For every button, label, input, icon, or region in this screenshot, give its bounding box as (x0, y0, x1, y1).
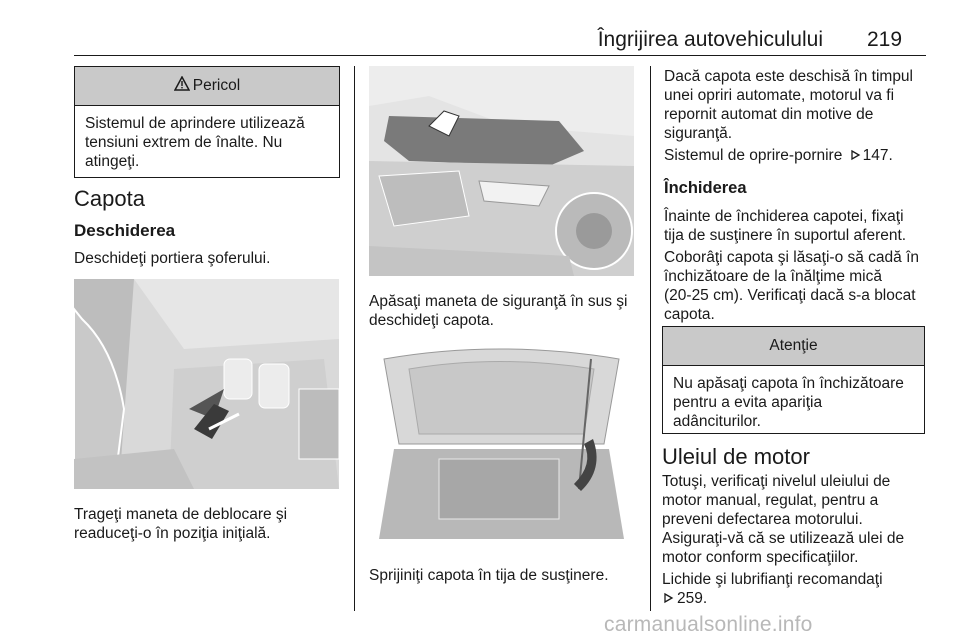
caution-box-text (663, 366, 924, 439)
text-line: Sistemul de aprindere utilizează (85, 115, 305, 132)
figure-release-lever (74, 279, 339, 489)
text-line: Înainte de închiderea capotei, fixaţi (664, 208, 904, 225)
paragraph-auto-stop (664, 67, 913, 143)
text-line: pentru a evita apariţia (673, 394, 823, 411)
header-rule (74, 55, 926, 56)
safety-catch-illustration (369, 66, 634, 276)
text-line: Asiguraţi-vă că se utilizează ulei de (662, 530, 905, 547)
text-line: repornit automat din motive de (664, 106, 874, 123)
danger-box-title: Pericol (192, 77, 241, 94)
paragraph-lower-hood (664, 248, 919, 324)
text-line: (20-25 cm). Verificaţi dacă s-a blocat (664, 287, 916, 304)
paragraph-oil-check (662, 472, 904, 567)
caution-box-title: Atenţie (663, 327, 924, 366)
paragraph-fluids-reference (662, 570, 883, 608)
subsection-title-deschiderea: Deschiderea (74, 221, 176, 240)
text-line: adânciturilor. (673, 413, 761, 430)
text-line: deschideţi capota. (369, 312, 494, 329)
text-line: preveni defectarea motorului. (662, 511, 863, 528)
paragraph-stop-start (664, 146, 893, 165)
page-number: 219 (867, 28, 903, 51)
text-line: atingeţi. (85, 153, 140, 170)
paragraph: Deschideţi portiera şoferului. (74, 250, 271, 267)
section-title-capota: Capota (74, 186, 145, 211)
watermark: carmanualsonline.info (604, 613, 813, 636)
warning-triangle-icon (174, 76, 190, 91)
page-reference[interactable]: 147. (862, 147, 893, 164)
release-lever-illustration (74, 279, 339, 489)
page-reference[interactable]: 259. (677, 590, 708, 607)
caution-box (662, 326, 925, 434)
support-rod-illustration (369, 339, 634, 549)
text-line: motor manual, regulat, pentru a (662, 492, 879, 509)
subsection-title-inchiderea: Închiderea (664, 179, 747, 197)
text-span: Sistemul de oprire-pornire (664, 147, 843, 164)
text-line: închizătoare de la înălţime mică (664, 268, 882, 285)
text-line: Lichide şi lubrifianţi recomandaţi (662, 571, 883, 588)
text-line: Apăsaţi maneta de siguranţă în sus şi (369, 293, 628, 310)
figure-support-rod (369, 339, 634, 549)
text-line: readuceţi-o în poziţia iniţială. (74, 525, 271, 542)
text-line: Dacă capota este deschisă în timpul (664, 68, 913, 85)
text-line: motor conform specificaţiilor. (662, 549, 859, 566)
page-reference-icon (849, 149, 861, 161)
text-line: Totuşi, verificaţi nivelul uleiului de (662, 473, 891, 490)
danger-box (74, 66, 340, 178)
text-line: siguranţă. (664, 125, 733, 142)
text-line: unei opriri automate, motorul va fi (664, 87, 895, 104)
text-line: Nu apăsaţi capota în închizătoare (673, 375, 904, 392)
text-line: tensiuni extrem de înalte. Nu (85, 134, 283, 151)
text-line: capota. (664, 306, 715, 323)
section-title-engine-oil: Uleiul de motor (662, 444, 810, 469)
caption-support-rod: Sprijiniţi capota în tija de susţinere. (369, 567, 609, 584)
figure-safety-catch (369, 66, 634, 276)
text-line (662, 589, 883, 608)
page-reference-icon (662, 592, 674, 604)
caption-safety-catch (369, 292, 627, 330)
column-divider-2 (650, 66, 651, 611)
page-header-title: Îngrijirea autovehiculului (597, 28, 823, 51)
danger-box-text (75, 106, 339, 179)
text-line: tija de susţinere în suportul aferent. (664, 227, 907, 244)
text-line: Coborâţi capota şi lăsaţi-o să cadă în (664, 249, 920, 266)
column-divider-1 (354, 66, 355, 611)
caption-release-lever (74, 505, 287, 543)
danger-box-header (75, 67, 339, 106)
text-line: Trageţi maneta de deblocare şi (74, 506, 288, 523)
paragraph-before-closing (664, 207, 906, 245)
